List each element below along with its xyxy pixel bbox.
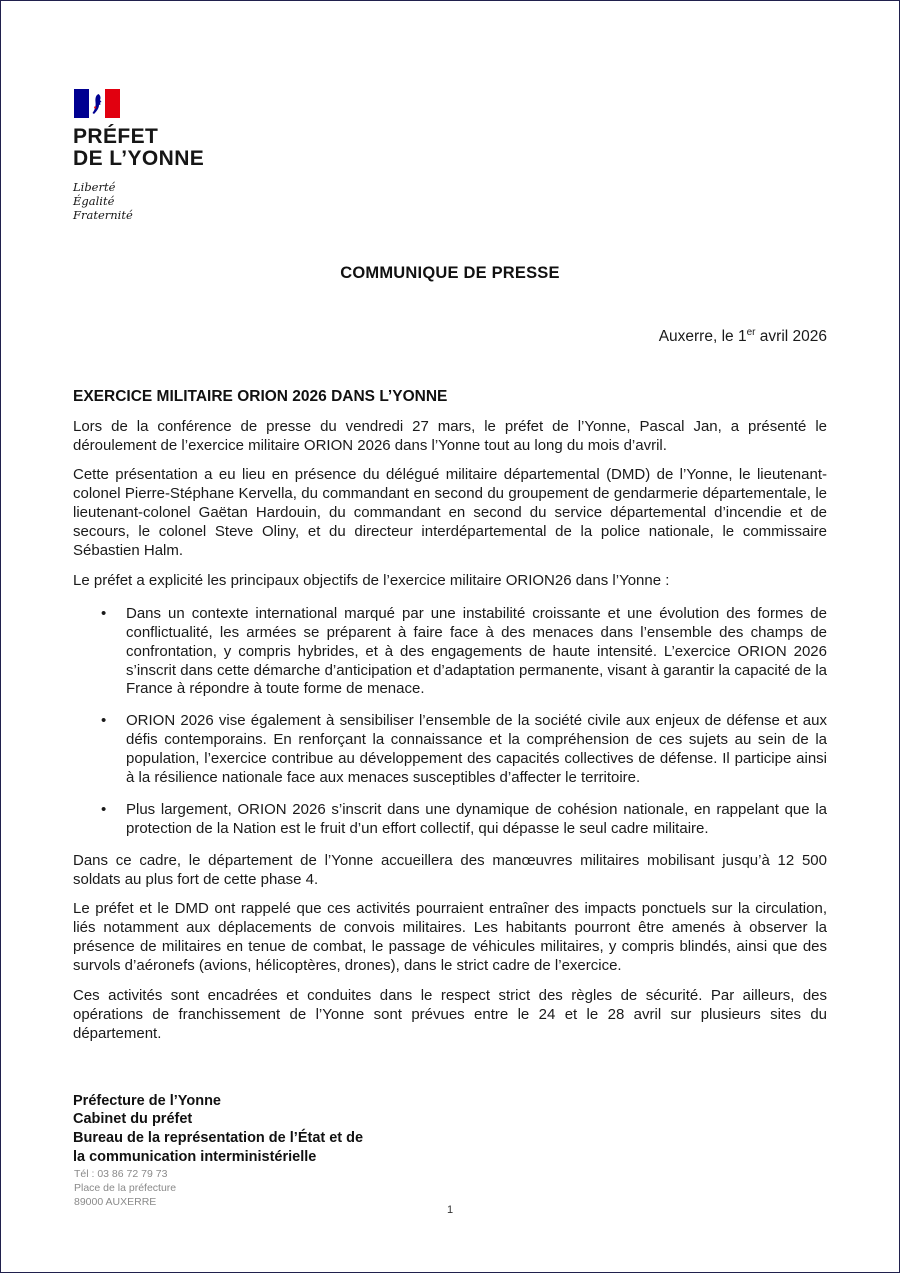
bullet-icon: •	[101, 712, 107, 730]
republic-motto	[73, 180, 827, 222]
contact-phone: Tél : 03 86 72 79 73	[74, 1168, 168, 1181]
paragraph-attendees: Cette présentation a eu lieu en présence du délégué militaire départemental (DMD) de l’Yonne, le lieutenant-colonel Pierre-Stéphane Kervella, du commandant en second du groupement de gendarmerie départementale, le lieutenant-colonel Gaëtan Hardouin, du commandant en second du service départemental d’incendie et de secours, le colonel Steve Oliny, et du directeur interdépartemental de la police nationale, le commissaire Sébastien Halm.	[73, 466, 827, 560]
paragraph-objectives-lead: Le préfet a explicité les principaux objectifs de l’exercice militaire ORION26 dans l’Yonne :	[73, 571, 670, 589]
objective-3-text: Plus largement, ORION 2026 s’inscrit dans une dynamique de cohésion nationale, en rappelant que la protection de la Nation est le fruit d’un effort collectif, qui dépasse le seul cadre militaire.	[126, 800, 827, 837]
date-line	[73, 327, 827, 346]
institution-name	[73, 126, 827, 171]
page-number: 1	[446, 1204, 454, 1216]
bullet-icon: •	[101, 800, 107, 818]
objective-1-text: Dans un contexte international marqué par une instabilité croissante et une évolution des formes de conflictualité, les armées se préparent à faire face à des menaces dans l’ensemble des champs de confrontation, y compris hybrides, et à des engagements de haute intensité. L’exercice ORION 2026 s’inscrit dans cette démarche d’anticipation et d’adaptation permanente, visant à garantir la capacité de la France à répondre à toute forme de menace.	[126, 604, 827, 698]
french-flag-icon	[74, 89, 120, 118]
list-item	[73, 801, 827, 839]
objective-2-text: ORION 2026 vise également à sensibiliser l’ensemble de la société civile aux enjeux de défense et aux défis contemporains. En renforçant la connaissance et la compréhension de ces sujets au sein de la population, l’exercice contribue au développement des capacités collectives de défense. Il participe ainsi à la résilience nationale face aux menaces susceptibles d’affecter le territoire.	[126, 712, 827, 786]
date-prefix: Auxerre, le 1	[658, 327, 747, 345]
paragraph-securite: Ces activités sont encadrées et conduites dans le respect strict des règles de sécurité. Par ailleurs, des opérations de franchissement de l’Yonne sont prévues entre le 24 et le 28 avril sur plusieurs sites du département.	[73, 986, 827, 1042]
bullet-icon: •	[101, 604, 107, 622]
office-line-1: Préfecture de l’Yonne	[73, 1092, 221, 1109]
document-heading: EXERCICE MILITAIRE ORION 2026 DANS L’YONNE	[73, 387, 448, 405]
motto-liberte: Liberté	[73, 179, 116, 194]
flag-red-stripe	[105, 89, 120, 118]
contact-address-line-1: Place de la préfecture	[74, 1182, 177, 1195]
objectives-list	[73, 605, 827, 839]
office-block	[73, 1092, 827, 1167]
office-line-4: la communication interministérielle	[73, 1149, 317, 1166]
institution-line-1: PRÉFET	[73, 125, 159, 148]
paragraph-manoeuvres: Dans ce cadre, le département de l’Yonne accueillera des manœuvres militaires mobilisant jusqu’à 12 500 soldats au plus fort de cette phase 4.	[73, 851, 827, 888]
paragraph-impacts: Le préfet et le DMD ont rappelé que ces activités pourraient entraîner des impacts ponctuels sur la circulation, liés notamment aux déplacements de convois militaires. Les habitants pourront être amenés à observer la présence de militaires en tenue de combat, le passage de véhicules militaires, y compris blindés, ainsi que des survols d’aéronefs (avions, hélicoptères, drones), dans le strict cadre de l’exercice.	[73, 900, 827, 975]
motto-egalite: Égalité	[73, 193, 115, 208]
motto-fraternite: Fraternité	[73, 207, 133, 222]
letterhead	[73, 89, 827, 222]
list-item	[73, 605, 827, 699]
press-release-title: COMMUNIQUE DE PRESSE	[340, 263, 560, 282]
institution-line-2: DE L’YONNE	[73, 147, 205, 171]
flag-blue-stripe	[74, 89, 89, 118]
office-line-3: Bureau de la représentation de l’État et de	[73, 1130, 364, 1147]
date-ordinal-sup: er	[746, 326, 756, 338]
marianne-icon	[89, 89, 105, 118]
office-line-2: Cabinet du préfet	[73, 1111, 193, 1128]
paragraph-intro: Lors de la conférence de presse du vendredi 27 mars, le préfet de l’Yonne, Pascal Jan, a présenté le déroulement de l’exercice militaire ORION 2026 dans l’Yonne tout au long du mois d’avril.	[73, 417, 827, 454]
date-suffix: avril 2026	[755, 327, 827, 345]
contact-address-line-2: 89000 AUXERRE	[74, 1196, 157, 1209]
list-item	[73, 712, 827, 788]
